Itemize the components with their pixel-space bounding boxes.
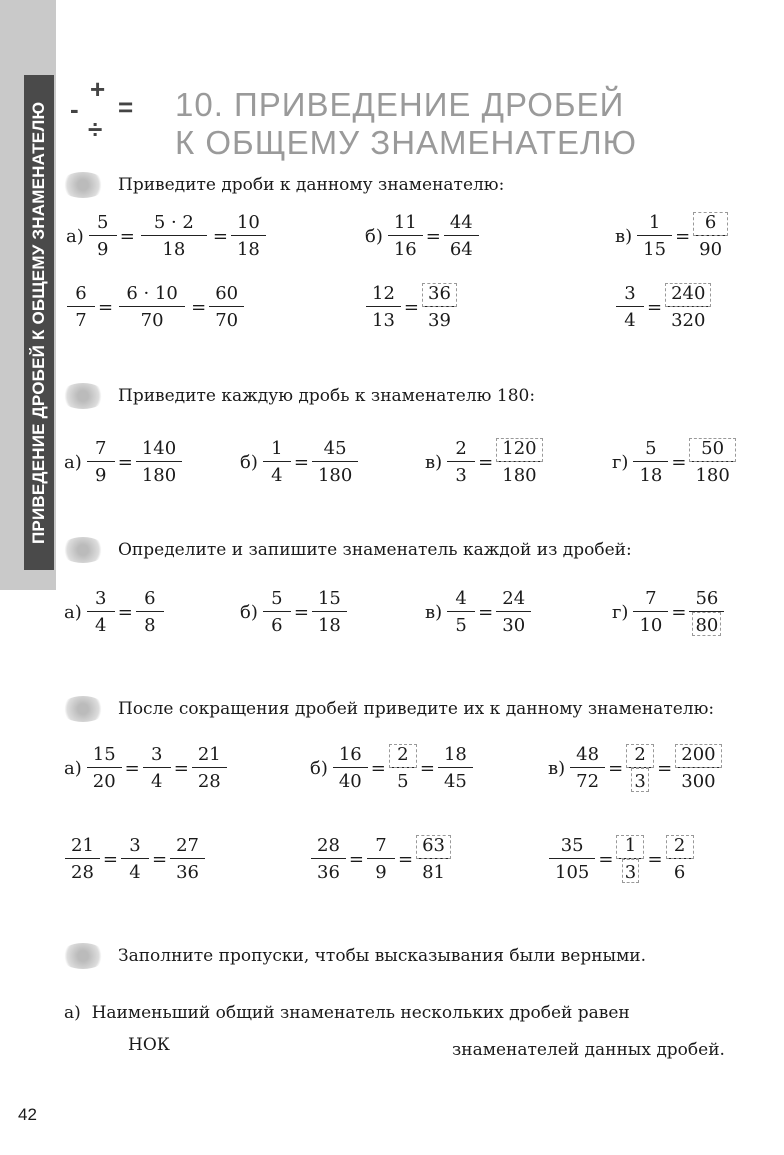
math-operators-icon — [68, 74, 148, 150]
numerator: 27 — [170, 835, 205, 859]
exercise-5-heading — [60, 943, 646, 969]
title-line-2: К ОБЩЕМУ ЗНАМЕНАТЕЛЮ — [175, 124, 637, 161]
denominator: 320 — [671, 310, 706, 331]
equals-sign: = — [647, 296, 663, 318]
numerator: 35 — [549, 835, 595, 859]
numerator: 16 — [333, 744, 368, 768]
denominator: 45 — [443, 771, 467, 792]
fraction — [212, 283, 241, 331]
equals-sign: = — [98, 296, 114, 318]
item-label: а) — [64, 601, 82, 623]
numerator: 56 — [689, 588, 724, 612]
exercise-row — [0, 212, 784, 282]
fraction — [441, 744, 470, 792]
fraction — [139, 438, 179, 486]
denominator: 28 — [197, 771, 221, 792]
item-label: в) — [548, 757, 566, 779]
equation — [425, 588, 532, 636]
equation — [612, 588, 725, 636]
fraction — [195, 744, 224, 792]
item-label: а) — [64, 451, 82, 473]
numerator: 7 — [633, 588, 668, 612]
equation — [66, 283, 245, 331]
fraction — [234, 212, 263, 260]
fraction — [391, 212, 420, 260]
item-label: а) — [64, 757, 82, 779]
numerator: 5 · 2 — [141, 212, 207, 236]
exercise-row — [0, 438, 784, 508]
numerator: 12 — [366, 283, 401, 307]
equation — [64, 835, 206, 883]
fraction — [70, 283, 92, 331]
page-title — [175, 86, 637, 162]
equals-sign: = — [478, 601, 494, 623]
equation — [64, 744, 228, 792]
exercise-icon — [60, 943, 106, 969]
exercise-5-text: Наименьший общий знаменатель нескольких дробей равен — [91, 1003, 630, 1023]
equals-sign: = — [293, 601, 309, 623]
numerator: 7 — [87, 438, 115, 462]
fraction — [139, 588, 161, 636]
exercise-heading-text: После сокращения дробей приведите их к данному знаменателю: — [118, 699, 715, 719]
equals-sign: = — [370, 757, 386, 779]
denominator: 39 — [428, 310, 451, 331]
numerator: 60 — [209, 283, 244, 307]
denominator: 36 — [176, 862, 199, 883]
equation — [240, 438, 359, 486]
denominator: 30 — [502, 615, 526, 636]
denominator: 15 — [643, 239, 667, 260]
fraction — [392, 744, 414, 792]
equals-sign: = — [608, 757, 624, 779]
numerator: 45 — [312, 438, 358, 462]
fraction — [696, 212, 725, 260]
numerator: 3 — [616, 283, 644, 307]
numerator: 5 — [263, 588, 291, 612]
item-label: в) — [615, 225, 633, 247]
equals-sign: = — [478, 451, 494, 473]
fraction — [450, 438, 472, 486]
numerator: 3 — [143, 744, 171, 768]
equals-sign: = — [173, 757, 189, 779]
exercise-row — [0, 588, 784, 658]
exercise-3-heading — [60, 537, 632, 563]
fraction — [141, 212, 207, 260]
item-label: в) — [425, 451, 443, 473]
denominator: 4 — [95, 615, 107, 636]
exercise-4-heading — [60, 696, 714, 722]
numerator: 140 — [136, 438, 182, 462]
fraction — [636, 438, 665, 486]
fraction — [314, 835, 343, 883]
equals-sign: = — [152, 848, 168, 870]
fraction — [425, 283, 454, 331]
numerator: 18 — [438, 744, 473, 768]
fraction — [369, 283, 398, 331]
equation — [365, 283, 458, 331]
fraction — [447, 212, 476, 260]
numerator: 1 — [263, 438, 291, 462]
equals-sign: = — [212, 225, 228, 247]
denominator: 18 — [317, 615, 341, 636]
numerator: 200 — [675, 744, 721, 768]
fraction — [315, 588, 344, 636]
numerator: 10 — [231, 212, 266, 236]
equals-sign: = — [102, 848, 118, 870]
numerator: 3 — [87, 588, 115, 612]
equation — [64, 438, 183, 486]
fraction — [692, 588, 721, 636]
denominator: 10 — [639, 615, 663, 636]
fraction — [90, 438, 112, 486]
denominator: 4 — [271, 465, 283, 486]
exercise-5-continuation: знаменателей данных дробей. — [452, 1040, 725, 1060]
equals-sign: = — [117, 601, 133, 623]
denominator: 6 — [271, 615, 283, 636]
denominator: 16 — [393, 239, 417, 260]
item-label: а) — [66, 225, 84, 247]
numerator: 6 — [67, 283, 95, 307]
equals-sign: = — [348, 848, 364, 870]
equals-sign: = — [671, 451, 687, 473]
numerator: 24 — [496, 588, 531, 612]
exercise-5-heading-text: Заполните пропуски, чтобы высказывания были верными. — [118, 946, 647, 966]
denominator: 5 — [455, 615, 467, 636]
equals-sign: = — [191, 296, 207, 318]
equals-sign: = — [657, 757, 673, 779]
denominator: 20 — [92, 771, 116, 792]
numerator: 28 — [311, 835, 346, 859]
numerator: 21 — [192, 744, 227, 768]
exercise-row — [0, 744, 784, 814]
fraction — [619, 283, 641, 331]
fraction — [640, 212, 669, 260]
equation — [615, 283, 712, 331]
fraction — [266, 588, 288, 636]
fraction — [173, 835, 202, 883]
denominator: 3 — [631, 768, 648, 792]
fraction — [370, 835, 392, 883]
numerator: 4 — [447, 588, 475, 612]
numerator: 11 — [388, 212, 423, 236]
item-label: б) — [365, 225, 383, 247]
item-label: г) — [612, 601, 629, 623]
fraction — [315, 438, 355, 486]
equals-sign: = — [675, 225, 691, 247]
fraction — [90, 588, 112, 636]
denominator: 70 — [140, 310, 164, 331]
page-number: 42 — [18, 1105, 37, 1124]
item-label: б) — [240, 451, 258, 473]
numerator: 50 — [689, 438, 735, 462]
numerator: 15 — [312, 588, 347, 612]
denominator: 9 — [375, 862, 387, 883]
equation — [240, 588, 348, 636]
numerator: 1 — [616, 835, 644, 859]
fraction — [678, 744, 718, 792]
equals-sign: = — [598, 848, 614, 870]
fraction — [629, 744, 651, 792]
fraction — [669, 835, 691, 883]
numerator: 6 — [693, 212, 728, 236]
denominator: 8 — [144, 615, 156, 636]
numerator: 2 — [447, 438, 475, 462]
denominator: 9 — [95, 465, 107, 486]
fraction — [419, 835, 448, 883]
equation — [310, 744, 474, 792]
numerator: 21 — [65, 835, 100, 859]
exercise-row — [0, 283, 784, 353]
equals-sign: = — [119, 225, 135, 247]
item-label: в) — [425, 601, 443, 623]
numerator: 2 — [626, 744, 654, 768]
fraction — [119, 283, 185, 331]
equation — [365, 212, 480, 260]
denominator: 9 — [97, 239, 109, 260]
exercise-5-statement — [64, 1003, 630, 1023]
exercise-heading-text: Определите и запишите знаменатель каждой из дробей: — [118, 540, 632, 560]
denominator: 70 — [215, 310, 239, 331]
fraction — [636, 588, 665, 636]
numerator: 2 — [666, 835, 694, 859]
denominator: 3 — [622, 859, 639, 883]
equals-sign: = — [671, 601, 687, 623]
denominator: 180 — [317, 465, 353, 486]
numerator: 63 — [416, 835, 451, 859]
numerator: 5 — [89, 212, 117, 236]
numerator: 6 — [136, 588, 164, 612]
equals-icon: = — [118, 92, 134, 122]
denominator: 4 — [151, 771, 163, 792]
denominator: 300 — [681, 771, 716, 792]
fraction — [692, 438, 732, 486]
denominator: 6 — [673, 862, 686, 883]
denominator: 18 — [639, 465, 663, 486]
denominator: 180 — [502, 465, 537, 486]
exercise-heading-text: Приведите каждую дробь к знаменателю 180: — [118, 386, 536, 406]
denominator: 80 — [692, 612, 721, 636]
exercise-row — [0, 835, 784, 905]
fraction — [92, 212, 114, 260]
equals-sign: = — [124, 757, 140, 779]
numerator: 5 — [633, 438, 668, 462]
numerator: 48 — [570, 744, 605, 768]
exercise-1-heading — [60, 172, 504, 198]
equals-sign: = — [403, 296, 419, 318]
fraction — [573, 744, 602, 792]
equation — [612, 438, 737, 486]
numerator: 2 — [389, 744, 417, 768]
denominator: 36 — [317, 862, 340, 883]
numerator: 15 — [87, 744, 122, 768]
denominator: 40 — [338, 771, 362, 792]
title-line-1: 10. ПРИВЕДЕНИЕ ДРОБЕЙ — [175, 86, 625, 123]
equation — [548, 835, 695, 883]
item-label: г) — [612, 451, 629, 473]
plus-icon: + — [90, 74, 106, 104]
equals-sign: = — [425, 225, 441, 247]
equals-sign: = — [117, 451, 133, 473]
numerator: 36 — [422, 283, 457, 307]
fraction — [90, 744, 119, 792]
denominator: 5 — [397, 771, 409, 792]
equation — [310, 835, 452, 883]
denominator: 4 — [129, 862, 141, 883]
side-band-title: ПРИВЕДЕНИЕ ДРОБЕЙ К ОБЩЕМУ ЗНАМЕНАТЕЛЮ — [29, 101, 48, 544]
exercise-5-answer: НОК — [128, 1035, 170, 1055]
denominator: 4 — [624, 310, 636, 331]
equals-sign: = — [293, 451, 309, 473]
fraction — [146, 744, 168, 792]
minus-icon: - — [70, 94, 79, 124]
denominator: 28 — [71, 862, 94, 883]
fraction — [68, 835, 97, 883]
denominator: 64 — [449, 239, 473, 260]
denominator: 180 — [141, 465, 177, 486]
numerator: 3 — [121, 835, 149, 859]
exercise-heading-text: Приведите дроби к данному знаменателю: — [118, 175, 505, 195]
exercise-icon — [60, 696, 106, 722]
equals-sign: = — [398, 848, 414, 870]
fraction — [552, 835, 592, 883]
numerator: 7 — [367, 835, 395, 859]
exercise-icon — [60, 172, 106, 198]
equation — [615, 212, 729, 260]
equals-sign: = — [647, 848, 663, 870]
denominator: 81 — [422, 862, 445, 883]
equation — [66, 212, 267, 260]
denominator: 72 — [576, 771, 600, 792]
item-label: б) — [310, 757, 328, 779]
divide-icon: ÷ — [88, 114, 103, 144]
exercise-5-label: а) — [64, 1003, 81, 1023]
denominator: 18 — [162, 239, 186, 260]
denominator: 105 — [555, 862, 590, 883]
exercise-icon — [60, 537, 106, 563]
equation — [548, 744, 723, 792]
denominator: 180 — [695, 465, 730, 486]
fraction — [450, 588, 472, 636]
item-label: б) — [240, 601, 258, 623]
denominator: 7 — [75, 310, 87, 331]
denominator: 3 — [455, 465, 467, 486]
equals-sign: = — [419, 757, 435, 779]
equation — [425, 438, 544, 486]
numerator: 44 — [444, 212, 479, 236]
fraction — [499, 438, 539, 486]
fraction — [619, 835, 641, 883]
numerator: 120 — [496, 438, 542, 462]
denominator: 90 — [699, 239, 723, 260]
numerator: 240 — [665, 283, 711, 307]
numerator: 1 — [637, 212, 672, 236]
exercise-2-heading — [60, 383, 535, 409]
fraction — [266, 438, 288, 486]
equation — [64, 588, 165, 636]
fraction — [668, 283, 708, 331]
numerator: 6 · 10 — [119, 283, 185, 307]
fraction — [336, 744, 365, 792]
denominator: 13 — [372, 310, 395, 331]
fraction — [124, 835, 146, 883]
exercise-icon — [60, 383, 106, 409]
denominator: 18 — [236, 239, 260, 260]
fraction — [499, 588, 528, 636]
